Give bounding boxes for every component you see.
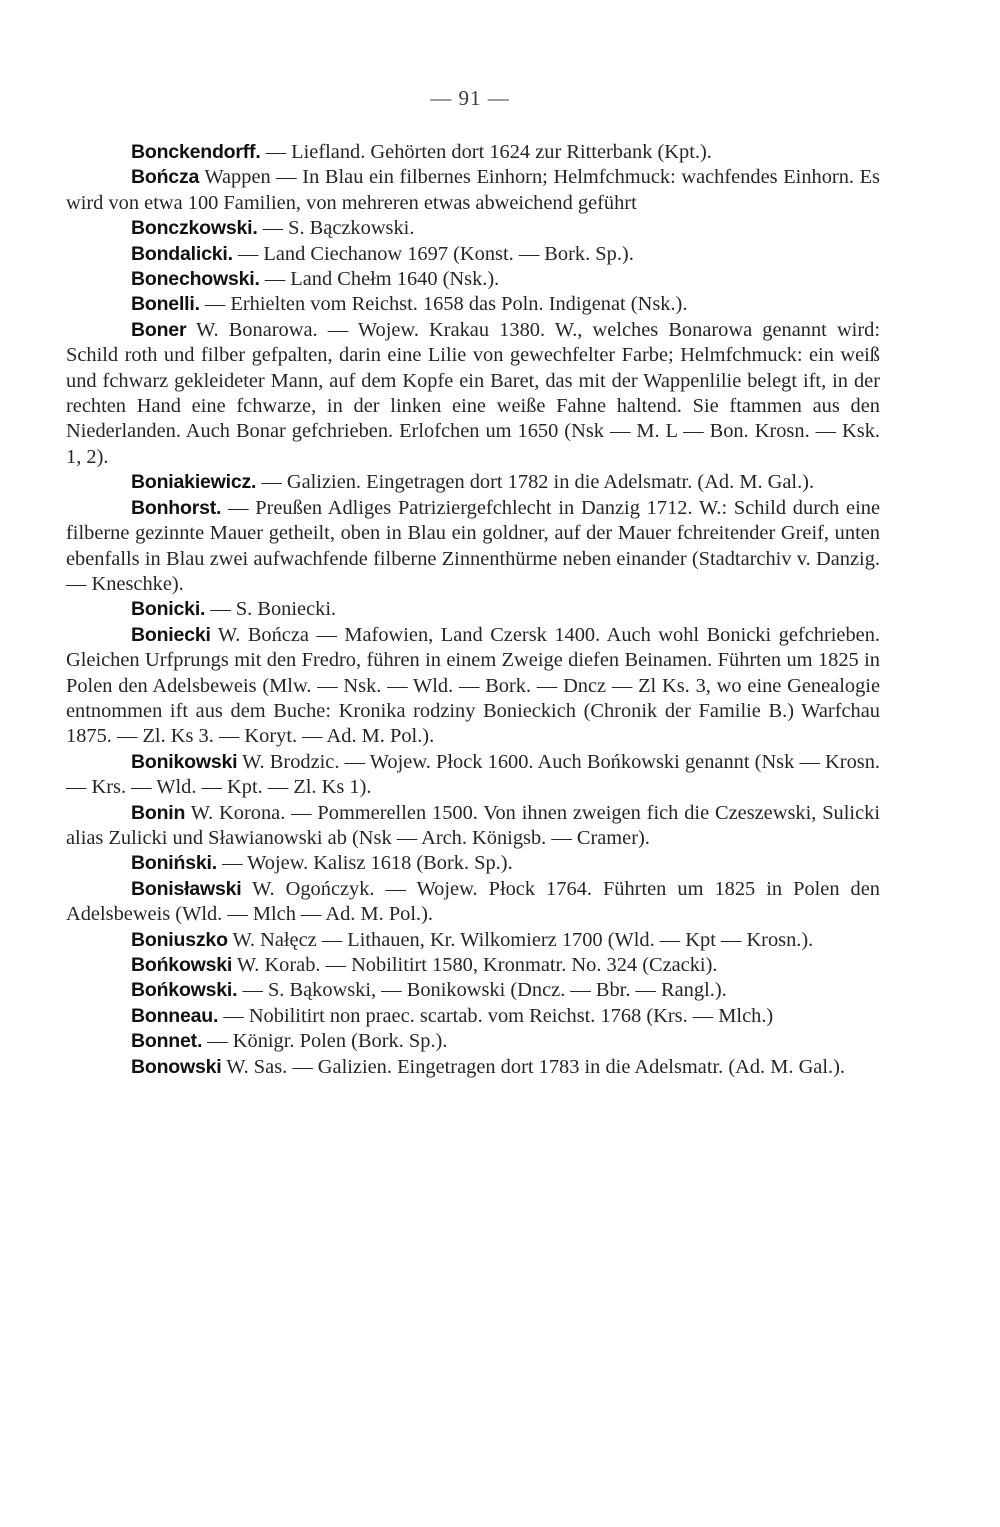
entry-bonkowski-korab (66, 953, 880, 978)
entry-bonikowski (66, 750, 880, 801)
entry-heading: Bonikowski (131, 750, 238, 773)
entry-bonechowski (66, 267, 880, 292)
entry-text: — Land Chełm 1640 (Nsk.). (259, 268, 500, 291)
entry-heading: Boniakiewicz. (131, 471, 257, 494)
entry-text: W. Sas. — Galizien. Eingetragen dort 1783 in die Adelsmatr. (Ad. M. Gal.). (221, 1055, 846, 1078)
entry-text: — S. Bączkowski. (257, 217, 415, 240)
entry-boniecki (66, 623, 880, 750)
entry-text: — S. Bąkowski, — Bonikowski (Dncz. — Bbr. — Rangl.). (237, 979, 727, 1002)
entry-text: — Liefland. Gehörten dort 1624 zur Ritterbank (Kpt.). (260, 141, 712, 163)
entry-text: — Wojew. Kalisz 1618 (Bork. Sp.). (216, 852, 513, 875)
entry-boner (66, 318, 880, 470)
entry-heading: Boniecki (131, 623, 211, 646)
entry-bonkowski-ref (66, 978, 880, 1003)
entry-text: — Nobilitirt non praec. scartab. vom Reichst. 1768 (Krs. — Mlch.) (218, 1004, 774, 1027)
entry-boniakiewicz (66, 470, 880, 495)
entry-heading: Boner (131, 318, 187, 341)
entry-bonhorst (66, 496, 880, 598)
entry-text: W. Bończa — Mafowien, Land Czersk 1400. Auch wohl Bonicki gefchrieben. Gleichen Urfprungs mit den Fredro, führen in einem Zweige diefen Beinamen. Führten um 1825 in Polen den Adelsbeweis (Mlw. — Nsk. — Wld. — Bork. — Dncz — Zl Ks. 3, wo eine Genealogie entnommen ift aus dem Buche: Kronika rodziny Bonieckich (Chronik der Familie B.) Warfchau 1875. — Zl. Ks 3. — Koryt. — Ad. M. Pol.). (66, 623, 880, 748)
entry-bonelli (66, 292, 880, 317)
entry-heading: Bończa (131, 166, 200, 189)
entry-list (66, 140, 880, 1080)
entry-text: W. Bonarowa. — Wojew. Krakau 1380. W., welches Bonarowa genannt wird: Schild roth und filber gefpalten, darin eine Lilie von gewechfelter Farbe; Helmfchmuck: ein weiß und fchwarz gekleideter Mann, auf dem Kopfe ein Baret, das mit der Wappenlilie belegt ift, in der rechten Hand eine fchwarze, in der linken eine weiße Fahne haltend. Sie ftammen aus den Niederlanden. Auch Bonar gefchrieben. Erlofchen um 1650 (Nsk — M. L — Bon. Krosn. — Ksk. 1, 2). (66, 318, 880, 468)
entry-bonin (66, 801, 880, 852)
entry-text: W. Brodzic. — Wojew. Płock 1600. Auch Bońkowski genannt (Nsk — Krosn. — Krs. — Wld. — Kpt. — Zl. Ks 1). (66, 750, 880, 799)
entry-text: — Erhielten vom Reichst. 1658 das Poln. Indigenat (Nsk.). (199, 293, 688, 316)
entry-heading: Boniuszko (131, 928, 228, 951)
entry-text: — Land Ciechanow 1697 (Konst. — Bork. Sp.). (232, 242, 634, 265)
entry-heading: Bonin (131, 801, 186, 824)
entry-heading: Bonechowski. (131, 268, 260, 291)
page-number: — 91 — (430, 86, 510, 110)
entry-text: Wappen — In Blau ein filbernes Einhorn; Helmfchmuck: wachfendes Einhorn. Es wird von etwa 100 Familien, von mehreren etwas abweichend geführt (66, 166, 880, 214)
entry-heading: Boniński. (131, 852, 217, 875)
entry-bonowski (66, 1055, 880, 1080)
entry-heading: Bonczkowski. (131, 217, 258, 240)
entry-bonicki (66, 597, 880, 622)
entry-heading: Bonnet. (131, 1030, 203, 1053)
entry-boninski (66, 851, 880, 876)
entry-bonczkowski (66, 216, 880, 241)
entry-heading: Bonisławski (131, 877, 242, 900)
entry-text: — Preußen Adliges Patriziergefchlecht in Danzig 1712. W.: Schild durch eine filberne gezinnte Mauer getheilt, oben in Blau ein goldner, auf der Mauer fchreitender Greif, unten ebenfalls in Blau zwei aufwachfende filberne Zinnenthürme neben einander (Stadtarchiv v. Danzig. — Kneschke). (66, 496, 880, 595)
entry-heading: Bonckendorff. (131, 141, 261, 163)
entry-text: — Galizien. Eingetragen dort 1782 in die Adelsmatr. (Ad. M. Gal.). (256, 471, 815, 494)
entry-bondalicki (66, 242, 880, 267)
entry-boncza (66, 165, 880, 216)
entry-bonnet (66, 1029, 880, 1054)
entry-heading: Bońkowski. (131, 979, 238, 1002)
entry-bonneau (66, 1004, 880, 1029)
entry-heading: Bonicki. (131, 598, 206, 621)
entry-text: W. Korona. — Pommerellen 1500. Von ihnen zweigen fich die Czeszewski, Sulicki alias Zulicki und Sławianowski ab (Nsk — Arch. Königsb. — Cramer). (66, 801, 880, 849)
entry-heading: Bońkowski (131, 954, 233, 976)
entry-heading: Bonelli. (131, 293, 200, 316)
entry-bonckendorff (66, 140, 880, 165)
entry-bonislawski (66, 877, 880, 928)
entry-heading: Bondalicki. (131, 242, 233, 265)
entry-text: W. Ogończyk. — Wojew. Płock 1764. Führten um 1825 in Polen den Adelsbeweis (Wld. — Mlch — Ad. M. Pol.). (66, 877, 880, 926)
entry-text: — S. Boniecki. (205, 598, 337, 621)
entry-text: W. Korab. — Nobilitirt 1580, Kronmatr. No. 324 (Czacki). (232, 954, 718, 976)
entry-text: — Königr. Polen (Bork. Sp.). (202, 1030, 448, 1053)
entry-heading: Bonowski (131, 1055, 222, 1078)
entry-heading: Bonhorst. (131, 496, 222, 519)
entry-text: W. Nałęcz — Lithauen, Kr. Wilkomierz 1700 (Wld. — Kpt — Krosn.). (227, 928, 814, 951)
entry-heading: Bonneau. (131, 1004, 219, 1027)
entry-boniuszko (66, 928, 880, 953)
